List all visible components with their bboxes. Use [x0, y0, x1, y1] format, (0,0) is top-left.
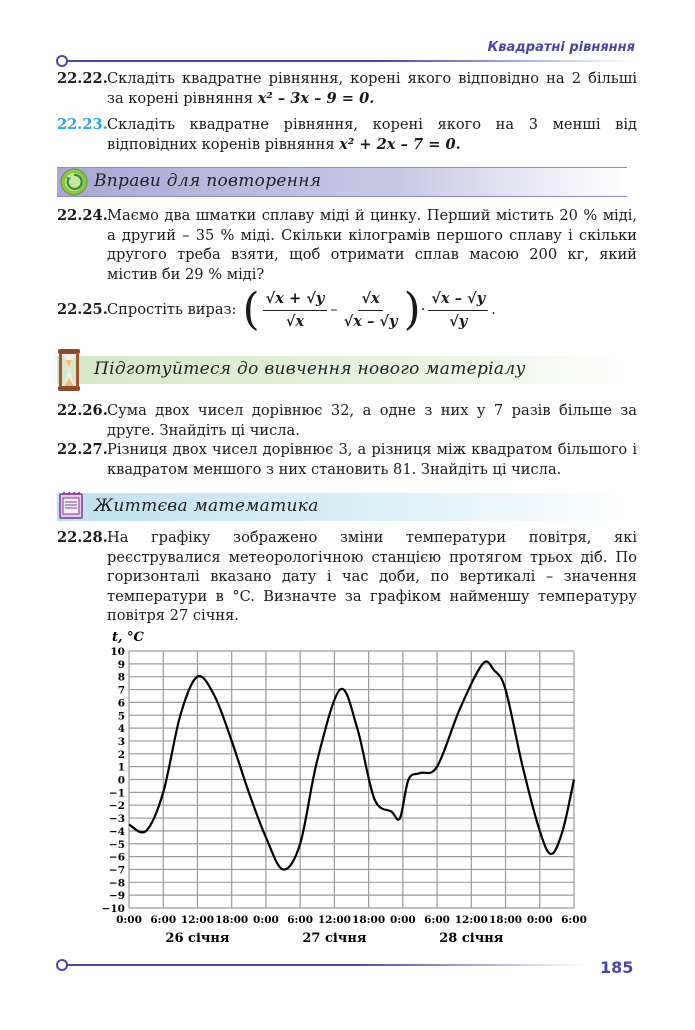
y-tick-label: −5 — [108, 838, 125, 851]
y-tick-label: 2 — [117, 748, 125, 761]
y-tick-label: 0 — [117, 774, 125, 787]
problem-number: 22.24. — [57, 207, 108, 224]
y-tick-label: −10 — [101, 903, 125, 915]
equation: x² + 2x – 7 = 0. — [339, 135, 461, 153]
y-tick-label: −9 — [108, 890, 125, 903]
y-tick-label: −4 — [108, 825, 125, 838]
x-tick-label: 6:00 — [561, 914, 587, 926]
y-tick-label: −8 — [108, 877, 125, 890]
problem-number: 22.25. — [57, 301, 108, 318]
problem-number: 22.27. — [57, 441, 108, 458]
x-tick-labels — [116, 914, 587, 926]
x-tick-label: 0:00 — [253, 914, 279, 926]
x-tick-label: 18:00 — [215, 914, 249, 926]
x-tick-label: 18:00 — [352, 914, 386, 926]
x-tick-label: 6:00 — [424, 914, 450, 926]
y-tick-label: 10 — [110, 646, 125, 658]
problem-number: 22.23. — [57, 116, 108, 133]
x-tick-label: 18:00 — [488, 914, 523, 926]
x-tick-label: 12:00 — [180, 914, 215, 926]
minus-sign: – — [330, 301, 338, 318]
page-number: 185 — [600, 958, 634, 977]
temperature-line — [129, 662, 574, 870]
fraction-2: $\frac{√x}{√x - √y}$ — [343, 289, 398, 330]
x-tick-label: 0:00 — [116, 914, 142, 926]
date-label: 28 січня — [439, 931, 504, 946]
y-tick-label: −7 — [108, 864, 125, 877]
y-tick-label: −1 — [108, 787, 125, 800]
problem-number: 22.22. — [57, 70, 108, 87]
x-tick-label: 6:00 — [287, 914, 314, 926]
section-title: Підготуйтеся до вивчення нового матеріалу — [94, 359, 526, 379]
section-title: Життєва математика — [94, 496, 319, 516]
problem-text: Сума двох чисел дорівнює 32, а одне з них у 7 разів більше за друге. Знайдіть ці числа. — [107, 402, 637, 439]
left-paren: ( — [242, 284, 260, 335]
y-tick-label: 3 — [117, 735, 125, 748]
x-tick-label: 6:00 — [150, 914, 177, 926]
y-tick-label: −3 — [108, 813, 125, 826]
y-tick-label: 1 — [117, 761, 125, 774]
chart-grid — [129, 651, 574, 908]
footer-rule — [66, 964, 586, 966]
problem-text: Маємо два шматки сплаву міді й цинку. Перший містить 20 % міді, а другий – 35 % міді. Скільки кілограмів першого сплаву і скільки другого треба взяти, щоб отримати сплав масою 200 кг, який містив би 29 % міді? — [107, 207, 637, 283]
x-tick-label: 12:00 — [317, 914, 351, 926]
y-tick-label: 8 — [117, 671, 125, 684]
y-tick-labels — [102, 646, 125, 915]
right-paren: ) — [403, 284, 421, 335]
y-tick-label: 7 — [117, 684, 125, 697]
problem-text: Спростіть вираз: — [107, 301, 237, 318]
y-tick-label: −6 — [108, 851, 125, 864]
y-tick-label: −2 — [108, 800, 125, 813]
equation: x² – 3x – 9 = 0. — [257, 89, 375, 107]
problem-number: 22.26. — [57, 402, 108, 419]
problem-text: На графіку зображено зміни температури повітря, які реєструвалися метеорологічною станцією протягом трьох діб. По горизонталі вказано дату і час доби, по вертикалі – значення температури в °C. Визначте за графіком найменшу температуру повітря 27 січня. — [107, 529, 637, 624]
x-tick-label: 12:00 — [454, 914, 488, 926]
section-title: Вправи для повторення — [94, 171, 322, 191]
problem-text: Різниця двох чисел дорівнює 3, а різниця між квадратом більшого і квадратом меншого з них становить 81. Знайдіть ці числа. — [107, 441, 637, 478]
fraction-1: $\frac{√x + √y}{√x}$ — [263, 289, 328, 332]
fraction-3: $\frac{√x - √y}{√y}$ — [428, 289, 488, 332]
x-tick-label: 0:00 — [526, 914, 553, 926]
y-tick-label: 9 — [117, 658, 125, 671]
period: . — [491, 301, 496, 318]
chapter-title: Квадратні рівняння — [487, 40, 635, 55]
y-axis-label: t, °C — [112, 630, 144, 645]
y-tick-label: 4 — [117, 723, 125, 736]
y-tick-label: 6 — [117, 697, 125, 710]
x-tick-label: 0:00 — [389, 914, 416, 926]
problem-text: Складіть квадратне рівняння, корені якого на 3 менші від відповідних коренів рівняння — [107, 116, 637, 153]
date-label: 26 січня — [165, 931, 230, 946]
date-label: 27 січня — [302, 931, 367, 946]
y-tick-label: 5 — [117, 710, 125, 723]
dot-sign: · — [420, 301, 426, 318]
problem-number: 22.28. — [57, 529, 108, 546]
problem-text: Складіть квадратне рівняння, корені якого відповідно на 2 більші за корені рівняння — [107, 70, 637, 107]
date-labels — [165, 931, 503, 946]
